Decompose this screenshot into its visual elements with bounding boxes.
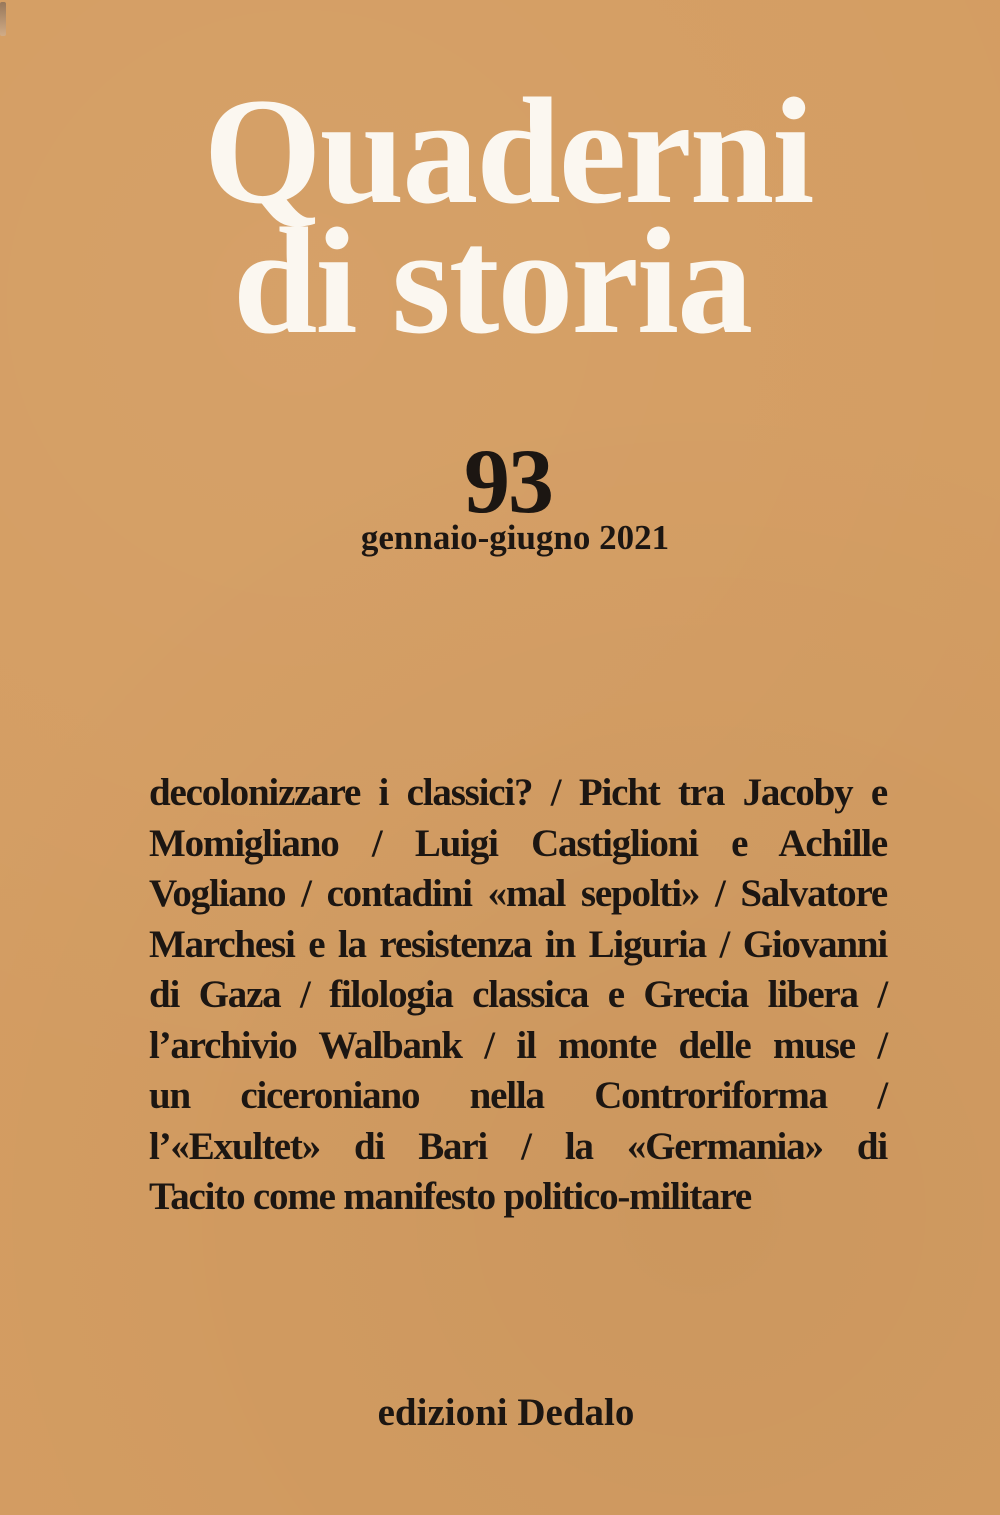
contents-line: l’«Exultet» di Bari / la «Germania» di [149,1124,887,1168]
contents-line: di Gaza / filologia classica e Grecia libera / [149,973,887,1016]
contents-line: decolonizzare i classici? / Picht tra Jacoby e [149,771,887,814]
contents-list [149,768,887,1223]
contents-line: Marchesi e la resistenza in Liguria / Giovanni [149,922,887,966]
scan-edge-mark [0,2,6,36]
issue-date: gennaio-giugno 2021 [360,518,670,557]
publisher-name: edizioni Dedalo [377,1391,635,1434]
contents-line: Tacito come manifesto politico-militare [149,1175,751,1218]
contents-line: un ciceroniano nella Controriforma / [149,1074,887,1117]
journal-title-line-2: di storia [232,197,752,365]
contents-line: l’archivio Walbank / il monte delle muse / [149,1023,887,1067]
contents-line: Vogliano / contadini «mal sepolti» / Salvatore [149,872,887,915]
contents-line: Momigliano / Luigi Castiglioni e Achille [149,821,887,865]
journal-title-line-1: Quaderni [203,67,813,235]
issue-number: 93 [464,430,552,532]
